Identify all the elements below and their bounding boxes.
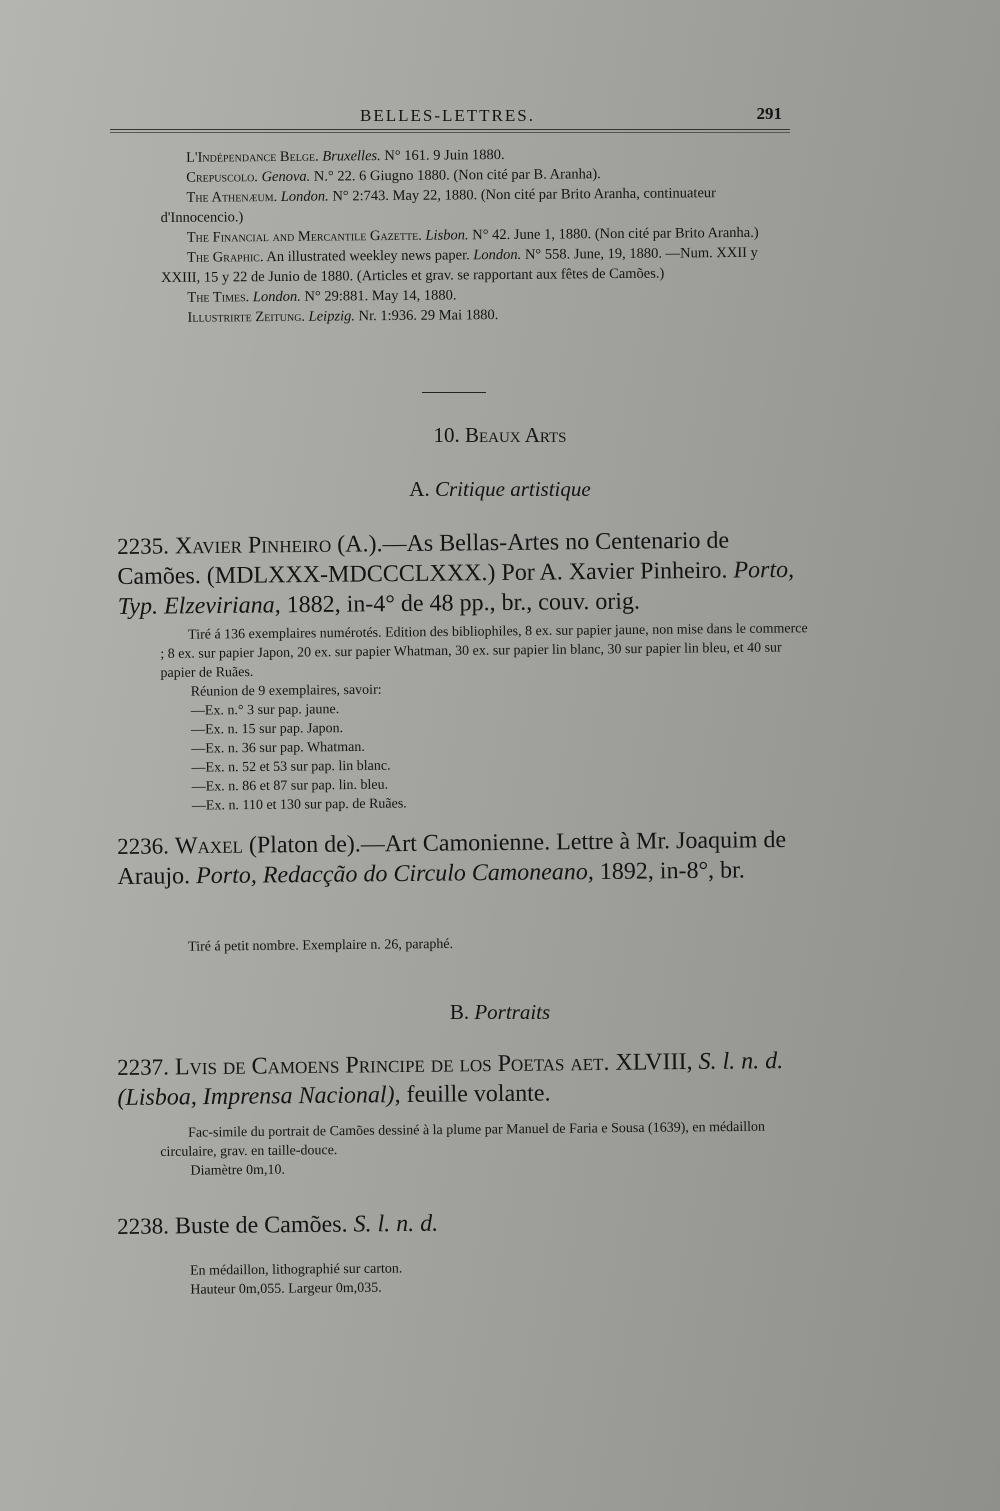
entry-imprint: S. l. n. d. (Lisboa, Imprensa Nacional), (117, 1048, 784, 1111)
reference-item: Crepuscolo. Genova. N.° 22. 6 Giugno 1880. (Non cité par B. Aranha). (186, 166, 601, 186)
entry-number: 2235. (117, 533, 170, 559)
list-item: —Ex. n. 52 et 53 sur pap. lin blanc. (191, 758, 391, 776)
running-head (110, 104, 790, 128)
entry-2237: 2237. Lvis de Camoens Principe de los Poetas aet. XLVIII, S. l. n. d. (Lisboa, Imprensa Nacional), feuille volante. (117, 1048, 784, 1111)
reference-item: The Graphic. An illustrated weekley news paper. London. N° 558. June, 19, 1880. —Num. XXII y XXIII, 15 y 22 de Junio de 1880. (Articles et grav. se rapportant aux fêtes de Camões.) (161, 244, 758, 286)
entry-author: Xavier Pinheiro (174, 531, 332, 560)
entry-2238: 2238. Buste de Camões. S. l. n. d. (117, 1210, 439, 1240)
reference-item: The Financial and Mercantile Gazette. Lisbon. N° 42. June 1, 1880. (Non cité par Brito Aranha.) (186, 224, 759, 246)
entry-number: 2238. (117, 1213, 170, 1239)
list-item: —Ex. n. 86 et 87 sur pap. lin. bleu. (191, 777, 389, 795)
page-number: 291 (756, 104, 782, 123)
entry-number: 2237. (117, 1054, 170, 1080)
reference-item: The Athenæum. London. N° 2:743. May 22, 1880. (Non cité par Brito Aranha, continuateur d'Innocencio.) (160, 185, 717, 226)
reference-item: L'Indépendance Belge. Bruxelles. N° 161. 9 Juin 1880. (186, 146, 505, 166)
reference-item: Illustrirte Zeitung. Leipzig. Nr. 1:936. 29 Mai 1880. (187, 307, 499, 326)
entry-imprint: S. l. n. d. (353, 1210, 439, 1238)
entry-2235: 2235. Xavier Pinheiro (A.).—As Bellas-Artes no Centenario de Camões. (MDLXXX-MDCCCLXXX.) Por A. Xavier Pinheiro. Porto, Typ. Elzeviriana, 1882, in-4° de 48 pp., br., couv. orig. (117, 527, 795, 620)
subsection-heading-b: B. Portraits (449, 1000, 551, 1024)
entry-author: Waxel (174, 832, 244, 860)
list-item: —Ex. n. 110 et 130 sur pap. de Ruães. (191, 796, 407, 814)
list-item: —Ex. n. 15 sur pap. Japon. (191, 721, 344, 738)
list-item: —Ex. n.° 3 sur pap. jaune. (190, 702, 340, 719)
entry-imprint: Porto, Redacção do Circulo Camoneano, (195, 859, 594, 890)
section-divider (422, 392, 486, 393)
entry-author: Lvis de Camoens Principe de los Poetas aet. (174, 1049, 610, 1081)
entry-2235-note: Tiré á 136 exemplaires numérotés. Edition des bibliophiles, 8 ex. sur papier jaune, non mise dans le commerce ; 8 ex. sur papier Japon, 20 ex. sur papier Whatman, 30 ex. sur papier lin blanc, 30 sur papier lin bleu, et 40 sur papier de Ruães. Réunion de 9 exemplaires, savoir: —Ex. n.° 3 sur pap. jaune. —Ex. n. 15 sur pap. Japon. —Ex. n. 36 sur pap. Whatman. —Ex. n. 52 et 53 sur pap. lin blanc. —Ex. n. 86 et 87 sur pap. lin. bleu. —Ex. n. 110 et 130 sur pap. de Ruães. (160, 619, 812, 816)
entry-2238-note: En médaillon, lithographié sur carton. Hauteur 0m,055. Largeur 0m,035. (190, 1261, 403, 1298)
entry-2236-note: Tiré á petit nombre. Exemplaire n. 26, paraphé. (188, 936, 454, 955)
entry-2236: 2236. Waxel (Platon de).—Art Camonienne. Lettre à Mr. Joaquim de Araujo. Porto, Redacção do Circulo Camoneano, 1892, in-8°, br. (117, 826, 787, 890)
newspaper-references (160, 142, 797, 328)
running-title: BELLES-LETTRES. (360, 106, 535, 125)
entry-number: 2236. (117, 833, 170, 859)
list-item: —Ex. n. 36 sur pap. Whatman. (191, 739, 365, 757)
subsection-heading-a: A. Critique artistique (409, 477, 591, 501)
entry-2237-note: Fac-simile du portrait de Camões dessiné à la plume par Manuel de Faria e Sousa (1639), en médaillon circulaire, grav. en taille-douce. Diamètre 0m,10. (160, 1119, 766, 1179)
header-rule (110, 129, 790, 133)
entry-imprint: Porto, Typ. Elzeviriana, (117, 556, 795, 620)
section-heading: 10. Beaux Arts (433, 423, 567, 447)
reference-item: The Times. London. N° 29:881. May 14, 1880. (187, 287, 457, 306)
